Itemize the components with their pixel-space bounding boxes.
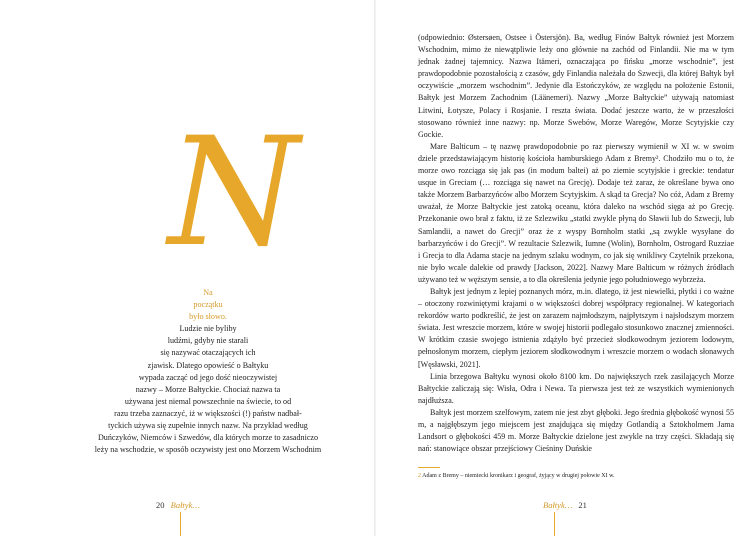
footnote-rule: [418, 467, 440, 468]
folio-rule: [554, 512, 555, 536]
right-page: [376, 0, 750, 536]
page-number: 20: [156, 500, 165, 510]
left-folio: [156, 500, 200, 510]
intro-line: zjawisk. Dlatego opowieść o Bałtyku: [147, 360, 269, 370]
intro-line: leży na wschodzie, w sposób oczywisty jest ono Morzem Wschodnim: [94, 445, 322, 455]
intro-line: razu trzeba zaznaczyć, iż w większości (!) państw nadbał-: [114, 408, 302, 418]
intro-line: nazwy – Morze Bałtyckie. Chociaż nazwa ta: [135, 384, 281, 394]
intro-line: było słowo.: [189, 312, 227, 322]
paragraph: Linia brzegowa Bałtyku wynosi około 8100 km. Do największych rzek zasilających Morze Bałtyckie zaliczają się: Wisła, Odra i Newa. Ta pierwsza jest też ze wszystkich wymienionych najdłuższa.: [418, 371, 734, 405]
right-folio: [543, 500, 587, 510]
intro-line: tyckich używa się zupełnie innych nazw. Na przykład według: [108, 421, 308, 431]
page-number: 21: [578, 500, 587, 510]
footnote: [418, 472, 734, 480]
intro-text: [60, 287, 356, 456]
intro-line: używana jest niemal powszechnie na świecie, to od: [124, 396, 292, 406]
footnote-text: Adam z Bremy – niemiecki kronikarz i geograf, żyjący w drugiej połowie XI w.: [422, 473, 615, 479]
intro-line: wypada zacząć od jego dość nieoczywistej: [138, 372, 278, 382]
intro-line: Duńczyków, Niemców i Szwedów, dla których morze to zasadniczo: [97, 433, 319, 443]
folio-rule: [180, 512, 181, 536]
footnote-number: 2: [418, 473, 421, 479]
left-page: [0, 0, 374, 536]
intro-line: początku: [193, 300, 223, 310]
running-title: Bałtyk…: [170, 500, 200, 510]
intro-line: Na: [203, 288, 213, 297]
paragraph: Bałtyk jest morzem szelfowym, zatem nie jest zbyt głęboki. Jego średnia głębokość wynosi 55 m, a najgłębszym jego miejscem jest znajdująca się między Gotlandią a Sztokholmem Jama Landsort o głębokości 459 m. Morze Bałtyckie dzielone jest zwykle na trzy części. Składają się nań: stanowiące obszar przejściowy Cieśniny Duńskie: [418, 407, 734, 454]
paragraph: Bałtyk jest jednym z lepiej poznanych mórz, m.in. dlatego, iż jest niewielki, płytki i co ważne – otoczony rozwiniętymi krajami o w większości dobrej współpracy regionalnej. W kategoriach rekordów warto podkreślić, że jest on zarazem najmłodszym, najpłytszym i najsłodszym morzem świata. Jest wreszcie morzem, które w swojej historii podlegało stosunkowo znacznej zmienności. W krótkim czasie swojego istnienia zdążyło być przecież słodkowodnym jeziorem lodowym, pełnosłonym morzem, ciepłym jeziorem słodkowodnym i wreszcie morzem o wodach słonawych [Węsławski, 2021].: [418, 286, 734, 369]
paragraph: (odpowiednio: Østersøen, Ostsee i Östersjön). Ba, według Finów Bałtyk również jest Morzem Wschodnim, mimo że niewątpliwie leży ono głównie na zachód od Finlandii. Nie ma w tym jednak żadnej tajemnicy. Nazwa Itämeri, oznaczająca po fińsku „morze wschodnie”, jest prawdopodobnie pozostałością z czasów, gdy Finlandia należała do Szwecji, dla której Bałtyk był oczywiście „morzem wschodnim”. Jedynie dla Estończyków, ze względu na położenie Estonii, Bałtyk jest Morzem Zachodnim (Läänemeri). Nazwy „Morze Bałtyckie” używają natomiast Litwini, Łotysze, Polacy i Rosjanie. I reszta świata. Dodać jeszcze warto, że w przeszłości stosowano również inne nazwy: np. Morze Swebów, Morze Waregów, Morze Scytyjskie czy Gockie.: [418, 33, 734, 139]
body-text: [418, 32, 734, 455]
intro-line: się nazywać otaczających ich: [160, 348, 256, 358]
decorative-initial: N: [168, 106, 300, 280]
intro-line: ludźmi, gdyby nie starali: [167, 336, 249, 346]
paragraph: Mare Balticum – tę nazwę prawdopodobnie po raz pierwszy wymienił w XI w. w swoim dziele przedstawiającym historię kościoła hamburskiego Adam z Bremy². Chodziło mu o to, że morze owo rozciąga się jak pas (in modum baltei) aż po ziemie scytyjskie i greckie: tendatur usque in Greciam (… rozciąga się nawet na Grecję). Dodaje też zaraz, że określane bywa ono także Morzem Barbarzyńców albo Morzem Scytyjskim. A skąd ta Grecja? No cóż, Adam z Bremy uważał, że Morze Bałtyckie jest zatoką oceanu, która daleko na wschód sięga aż po Grecję. Przekonanie owo brał z faktu, iż ze Szlezwiku „statki zwykle płyną do Sławii lub do Szwecji, lub Samlandii, a nawet do Grecji” oraz że z wyspy Bornholm statki „są zwykle wysyłane do barbarzyńców i do Grecji”. W rezultacie Szlezwik, Iumne (Wolin), Bornholm, Ostrogard Ruzziae i Grecja to dla Adama stacje na jednym szlaku wodnym, co jak się wnikliwy Czytelnik przekona, nie było wcale dalekie od prawdy [Jackson, 2022]. Nazwy Mare Balticum w różnych źródłach używano też w węższym sensie, a to dla określenia jedynie jego południowego wybrzeża.: [418, 141, 734, 284]
intro-line: Ludzie nie byliby: [179, 324, 237, 334]
running-title: Bałtyk…: [543, 500, 573, 510]
